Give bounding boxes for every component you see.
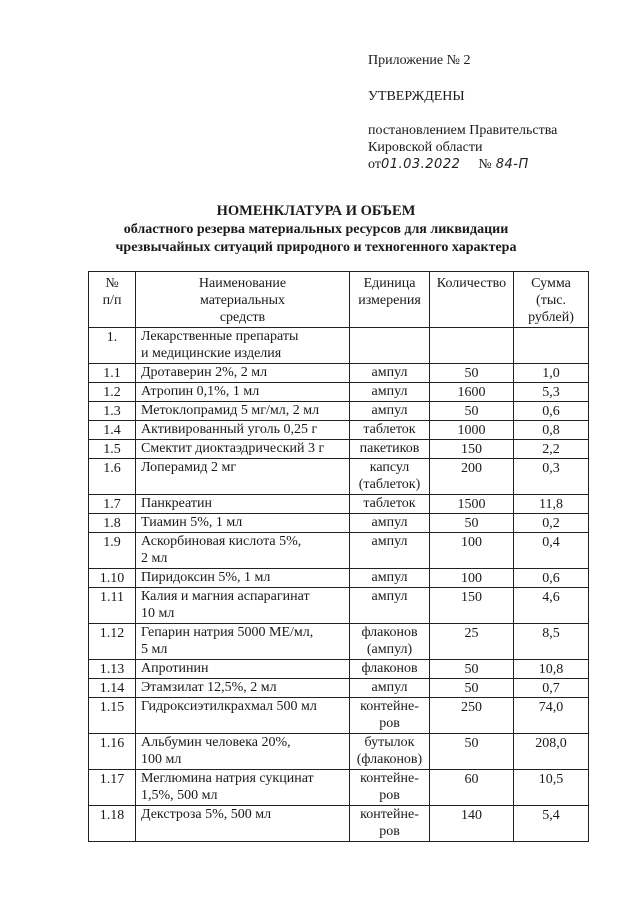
cell-sum: 5,3 — [514, 383, 589, 402]
table-row — [89, 328, 589, 364]
cell-num: 1.17 — [89, 770, 136, 806]
table-row — [89, 806, 589, 842]
cell-name — [136, 383, 350, 402]
header-line: п/п — [102, 293, 122, 308]
table-row — [89, 698, 589, 734]
header-line: средств — [219, 310, 266, 325]
cell-unit — [350, 328, 430, 364]
cell-unit-line: ампул — [371, 515, 408, 530]
table-row — [89, 734, 589, 770]
cell-sum: 0,7 — [514, 679, 589, 698]
cell-name-line: Калия и магния аспарагинат — [141, 589, 310, 604]
cell-name-line: и медицинские изделия — [141, 346, 282, 361]
header-line: материальных — [199, 293, 286, 308]
cell-unit — [350, 770, 430, 806]
cell-num: 1.18 — [89, 806, 136, 842]
table-row — [89, 364, 589, 383]
subtitle-line-2: чрезвычайных ситуаций природного и техногенного характера — [115, 240, 517, 255]
cell-unit-line: (флаконов) — [356, 752, 423, 767]
subtitle-line-1: областного резерва материальных ресурсов для ликвидации — [123, 222, 509, 237]
table-header-row — [89, 272, 589, 328]
cell-qty: 150 — [430, 440, 514, 459]
cell-unit — [350, 383, 430, 402]
cell-name-line: Дротаверин 2%, 2 мл — [141, 365, 268, 380]
cell-unit-line: ров — [379, 716, 400, 731]
cell-name — [136, 364, 350, 383]
cell-unit — [350, 624, 430, 660]
cell-unit-line: контейне- — [360, 771, 419, 786]
table-row — [89, 402, 589, 421]
cell-unit-line: ампул — [371, 365, 408, 380]
table-row — [89, 440, 589, 459]
cell-name-line: Гидроксиэтилкрахмал 500 мл — [141, 699, 317, 714]
cell-name-line: Альбумин человека 20%, — [141, 735, 291, 750]
handwritten-date: 01.03.2022 — [380, 157, 461, 172]
cell-name — [136, 588, 350, 624]
number-sign: № — [478, 157, 492, 172]
cell-name-line: 1,5%, 500 мл — [141, 788, 218, 803]
cell-num: 1.11 — [89, 588, 136, 624]
cell-sum: 0,2 — [514, 514, 589, 533]
cell-unit-line: ампул — [371, 680, 408, 695]
table-row — [89, 588, 589, 624]
appendix-label: Приложение № 2 — [368, 53, 471, 68]
cell-unit-line: флаконов — [361, 661, 418, 676]
cell-unit — [350, 569, 430, 588]
cell-unit-line: таблеток — [363, 496, 416, 511]
cell-sum: 0,8 — [514, 421, 589, 440]
cell-num: 1. — [89, 328, 136, 364]
cell-unit — [350, 440, 430, 459]
cell-unit-line: ров — [379, 824, 400, 839]
cell-unit-line: таблеток — [363, 422, 416, 437]
cell-qty: 200 — [430, 459, 514, 495]
cell-name-line: Метоклопрамид 5 мг/мл, 2 мл — [141, 403, 320, 418]
decree-line-2: Кировской области — [368, 140, 483, 155]
decree-line-1: постановлением Правительства — [368, 123, 558, 138]
cell-unit — [350, 514, 430, 533]
cell-sum: 5,4 — [514, 806, 589, 842]
table-row — [89, 514, 589, 533]
table-row — [89, 459, 589, 495]
cell-num: 1.16 — [89, 734, 136, 770]
header-line: Единица — [363, 276, 416, 291]
cell-name — [136, 459, 350, 495]
cell-unit-line: ров — [379, 788, 400, 803]
document-title: НОМЕНКЛАТУРА И ОБЪЕМ — [216, 203, 416, 219]
cell-num: 1.8 — [89, 514, 136, 533]
cell-unit — [350, 698, 430, 734]
header-qty — [430, 272, 514, 328]
cell-sum: 11,8 — [514, 495, 589, 514]
cell-unit — [350, 495, 430, 514]
cell-qty: 50 — [430, 660, 514, 679]
cell-name — [136, 495, 350, 514]
cell-name-line: Пиридоксин 5%, 1 мл — [141, 570, 271, 585]
cell-num: 1.5 — [89, 440, 136, 459]
cell-sum: 0,6 — [514, 569, 589, 588]
cell-name-line: Активированный уголь 0,25 г — [141, 422, 318, 437]
cell-name-line: 100 мл — [141, 752, 182, 767]
cell-qty: 140 — [430, 806, 514, 842]
cell-name — [136, 660, 350, 679]
cell-qty: 100 — [430, 569, 514, 588]
cell-unit-line: бутылок — [364, 735, 415, 750]
cell-name-line: Декстроза 5%, 500 мл — [141, 807, 272, 822]
cell-sum: 2,2 — [514, 440, 589, 459]
cell-unit-line: ампул — [371, 534, 408, 549]
approved-label: УТВЕРЖДЕНЫ — [368, 89, 465, 104]
table-row — [89, 533, 589, 569]
header-line: Наименование — [198, 276, 287, 291]
cell-num: 1.15 — [89, 698, 136, 734]
cell-name-line: Тиамин 5%, 1 мл — [141, 515, 243, 530]
cell-num: 1.9 — [89, 533, 136, 569]
decree-block — [368, 122, 557, 173]
cell-qty: 60 — [430, 770, 514, 806]
header-line: Количество — [436, 276, 507, 291]
cell-qty: 50 — [430, 734, 514, 770]
cell-name-line: Панкреатин — [141, 496, 212, 511]
cell-sum: 10,8 — [514, 660, 589, 679]
cell-name — [136, 533, 350, 569]
document-subtitle — [0, 221, 632, 257]
header-line: измерения — [358, 293, 421, 308]
cell-name — [136, 514, 350, 533]
table-row — [89, 421, 589, 440]
cell-num: 1.14 — [89, 679, 136, 698]
cell-name-line: 5 мл — [141, 642, 168, 657]
cell-unit-line: ампул — [371, 384, 408, 399]
cell-sum: 0,4 — [514, 533, 589, 569]
decree-date-line — [368, 156, 557, 173]
cell-num: 1.3 — [89, 402, 136, 421]
cell-sum: 0,6 — [514, 402, 589, 421]
cell-sum: 74,0 — [514, 698, 589, 734]
date-prefix: от — [368, 157, 381, 172]
cell-sum: 1,0 — [514, 364, 589, 383]
cell-num: 1.1 — [89, 364, 136, 383]
cell-name-line: 2 мл — [141, 551, 168, 566]
cell-qty: 1000 — [430, 421, 514, 440]
cell-name-line: Аскорбиновая кислота 5%, — [141, 534, 302, 549]
header-name — [136, 272, 350, 328]
cell-unit-line: (ампул) — [366, 642, 413, 657]
cell-unit-line: ампул — [371, 403, 408, 418]
table-row — [89, 660, 589, 679]
cell-unit — [350, 533, 430, 569]
cell-qty: 50 — [430, 402, 514, 421]
cell-num: 1.6 — [89, 459, 136, 495]
cell-unit-line: (таблеток) — [358, 477, 421, 492]
table-row — [89, 569, 589, 588]
cell-unit — [350, 806, 430, 842]
materials-table — [88, 271, 589, 842]
table-row — [89, 383, 589, 402]
cell-name-line: Меглюмина натрия сукцинат — [141, 771, 314, 786]
header-line: (тыс. — [536, 293, 566, 308]
cell-name — [136, 734, 350, 770]
table-row — [89, 624, 589, 660]
header-sum — [514, 272, 589, 328]
cell-unit-line: флаконов — [361, 625, 418, 640]
cell-name-line: Этамзилат 12,5%, 2 мл — [141, 680, 277, 695]
cell-unit — [350, 679, 430, 698]
table-row — [89, 770, 589, 806]
cell-qty: 50 — [430, 679, 514, 698]
cell-name — [136, 679, 350, 698]
cell-name — [136, 770, 350, 806]
cell-num: 1.2 — [89, 383, 136, 402]
cell-sum: 4,6 — [514, 588, 589, 624]
cell-qty: 150 — [430, 588, 514, 624]
cell-qty — [430, 328, 514, 364]
table-row — [89, 679, 589, 698]
cell-qty: 1600 — [430, 383, 514, 402]
cell-name-line: Смектит диоктаэдрический 3 г — [141, 441, 325, 456]
cell-name — [136, 421, 350, 440]
header-line: № — [105, 276, 119, 291]
cell-unit — [350, 364, 430, 383]
cell-num: 1.4 — [89, 421, 136, 440]
cell-unit-line: контейне- — [360, 699, 419, 714]
cell-qty: 50 — [430, 514, 514, 533]
cell-name-line: Лоперамид 2 мг — [141, 460, 237, 475]
cell-name-line: Апротинин — [141, 661, 209, 676]
table-body — [89, 328, 589, 842]
cell-unit-line: ампул — [371, 570, 408, 585]
cell-name-line: 10 мл — [141, 606, 175, 621]
cell-name — [136, 569, 350, 588]
cell-qty: 250 — [430, 698, 514, 734]
cell-unit — [350, 734, 430, 770]
cell-sum: 10,5 — [514, 770, 589, 806]
handwritten-number: 84-П — [495, 157, 529, 172]
cell-name — [136, 440, 350, 459]
cell-qty: 100 — [430, 533, 514, 569]
cell-name — [136, 402, 350, 421]
header-num — [89, 272, 136, 328]
cell-name-line: Атропин 0,1%, 1 мл — [141, 384, 260, 399]
cell-num: 1.13 — [89, 660, 136, 679]
header-line: Сумма — [531, 276, 571, 291]
header-line: рублей) — [528, 310, 574, 325]
cell-num: 1.12 — [89, 624, 136, 660]
cell-num: 1.7 — [89, 495, 136, 514]
cell-sum: 208,0 — [514, 734, 589, 770]
cell-unit-line: ампул — [371, 589, 408, 604]
table-row — [89, 495, 589, 514]
cell-name — [136, 806, 350, 842]
cell-unit-line: капсул — [369, 460, 410, 475]
cell-num: 1.10 — [89, 569, 136, 588]
cell-name-line: Лекарственные препараты — [141, 329, 299, 344]
header-unit — [350, 272, 430, 328]
cell-qty: 50 — [430, 364, 514, 383]
cell-qty: 25 — [430, 624, 514, 660]
cell-sum — [514, 328, 589, 364]
cell-unit — [350, 660, 430, 679]
cell-name — [136, 698, 350, 734]
cell-name-line: Гепарин натрия 5000 МЕ/мл, — [141, 625, 314, 640]
cell-unit — [350, 459, 430, 495]
cell-unit-line: контейне- — [360, 807, 419, 822]
cell-unit-line: пакетиков — [359, 441, 420, 456]
cell-unit — [350, 402, 430, 421]
cell-name — [136, 624, 350, 660]
cell-name — [136, 328, 350, 364]
cell-qty: 1500 — [430, 495, 514, 514]
cell-unit — [350, 421, 430, 440]
cell-sum: 0,3 — [514, 459, 589, 495]
cell-sum: 8,5 — [514, 624, 589, 660]
cell-unit — [350, 588, 430, 624]
